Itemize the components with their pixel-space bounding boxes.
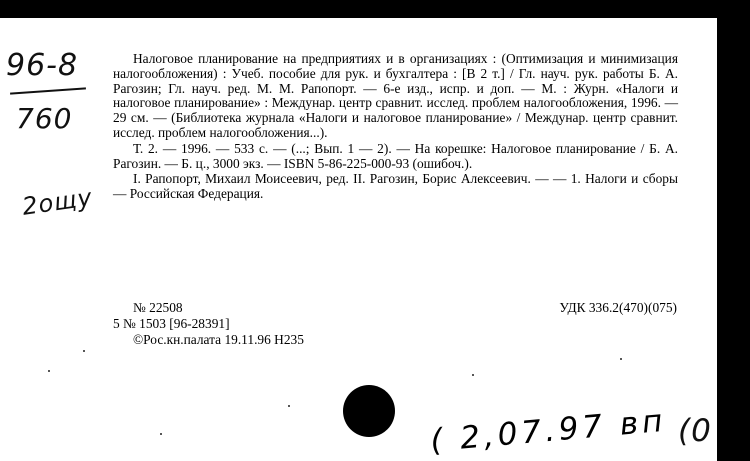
speck-mark: [288, 405, 290, 407]
record-subjects-line: I. Рапопорт, Михаил Моисеевич, ред. II. Рагозин, Борис Алексеевич. — — 1. Налоги и сборы — Российская Федерация.: [113, 171, 678, 202]
catalog-card: [0, 18, 717, 461]
speck-mark: [83, 350, 85, 352]
copy-line: 5 № 1503 [96-28391]: [113, 316, 230, 331]
scan-edge: [717, 0, 750, 461]
speck-mark: [472, 374, 474, 376]
record-title-line: Налоговое планирование на предприятиях и в организациях : (Оптимизация и минимизация налогообложения) : Учеб. пособие для рук. и бухгалтера : [В 2 т.] / Гл. науч. рук. работы Б. А. Рагозин; Гл. науч. ред. М. М. Рапопорт. — 6-е изд., испр. и доп. — М. : Журн. «Налоги и налоговое планирование» : Междунар. центр сравнит. исслед. проблем налогообложения, 1996. — 29 см. — (Библиотека журнала «Налоги и налоговое планирование» / Междунар. центр сравнит. исслед. проблем налогообложения...).: [113, 51, 678, 140]
shelf-mark-divider: [10, 87, 86, 94]
record-number: № 22508: [133, 300, 183, 315]
speck-mark: [620, 358, 622, 360]
udk-code: УДК 336.2(470)(075): [559, 300, 677, 315]
bibliographic-record: [113, 52, 678, 202]
record-metadata: [113, 300, 693, 348]
handwritten-signature: 2ощу: [20, 183, 95, 221]
chamber-line: ©Рос.кн.палата 19.11.96 Н235: [133, 332, 304, 347]
record-volume-line: Т. 2. — 1996. — 533 с. — (...; Вып. 1 — 2). — На корешке: Налоговое планирование / Б. А. Рагозин. — Б. ц., 3000 экз. — ISBN 5-86-225-000-93 (ошибоч.).: [113, 140, 678, 171]
handwritten-date: ( 2,07.97 вп: [428, 402, 668, 460]
shelf-mark-bottom: 760: [16, 102, 73, 135]
meta-row-number: [113, 300, 693, 316]
shelf-mark-top: 96-8: [6, 48, 79, 83]
corner-mark: (0: [678, 413, 712, 449]
speck-mark: [48, 370, 50, 372]
punch-hole: [343, 385, 395, 437]
speck-mark: [160, 433, 162, 435]
